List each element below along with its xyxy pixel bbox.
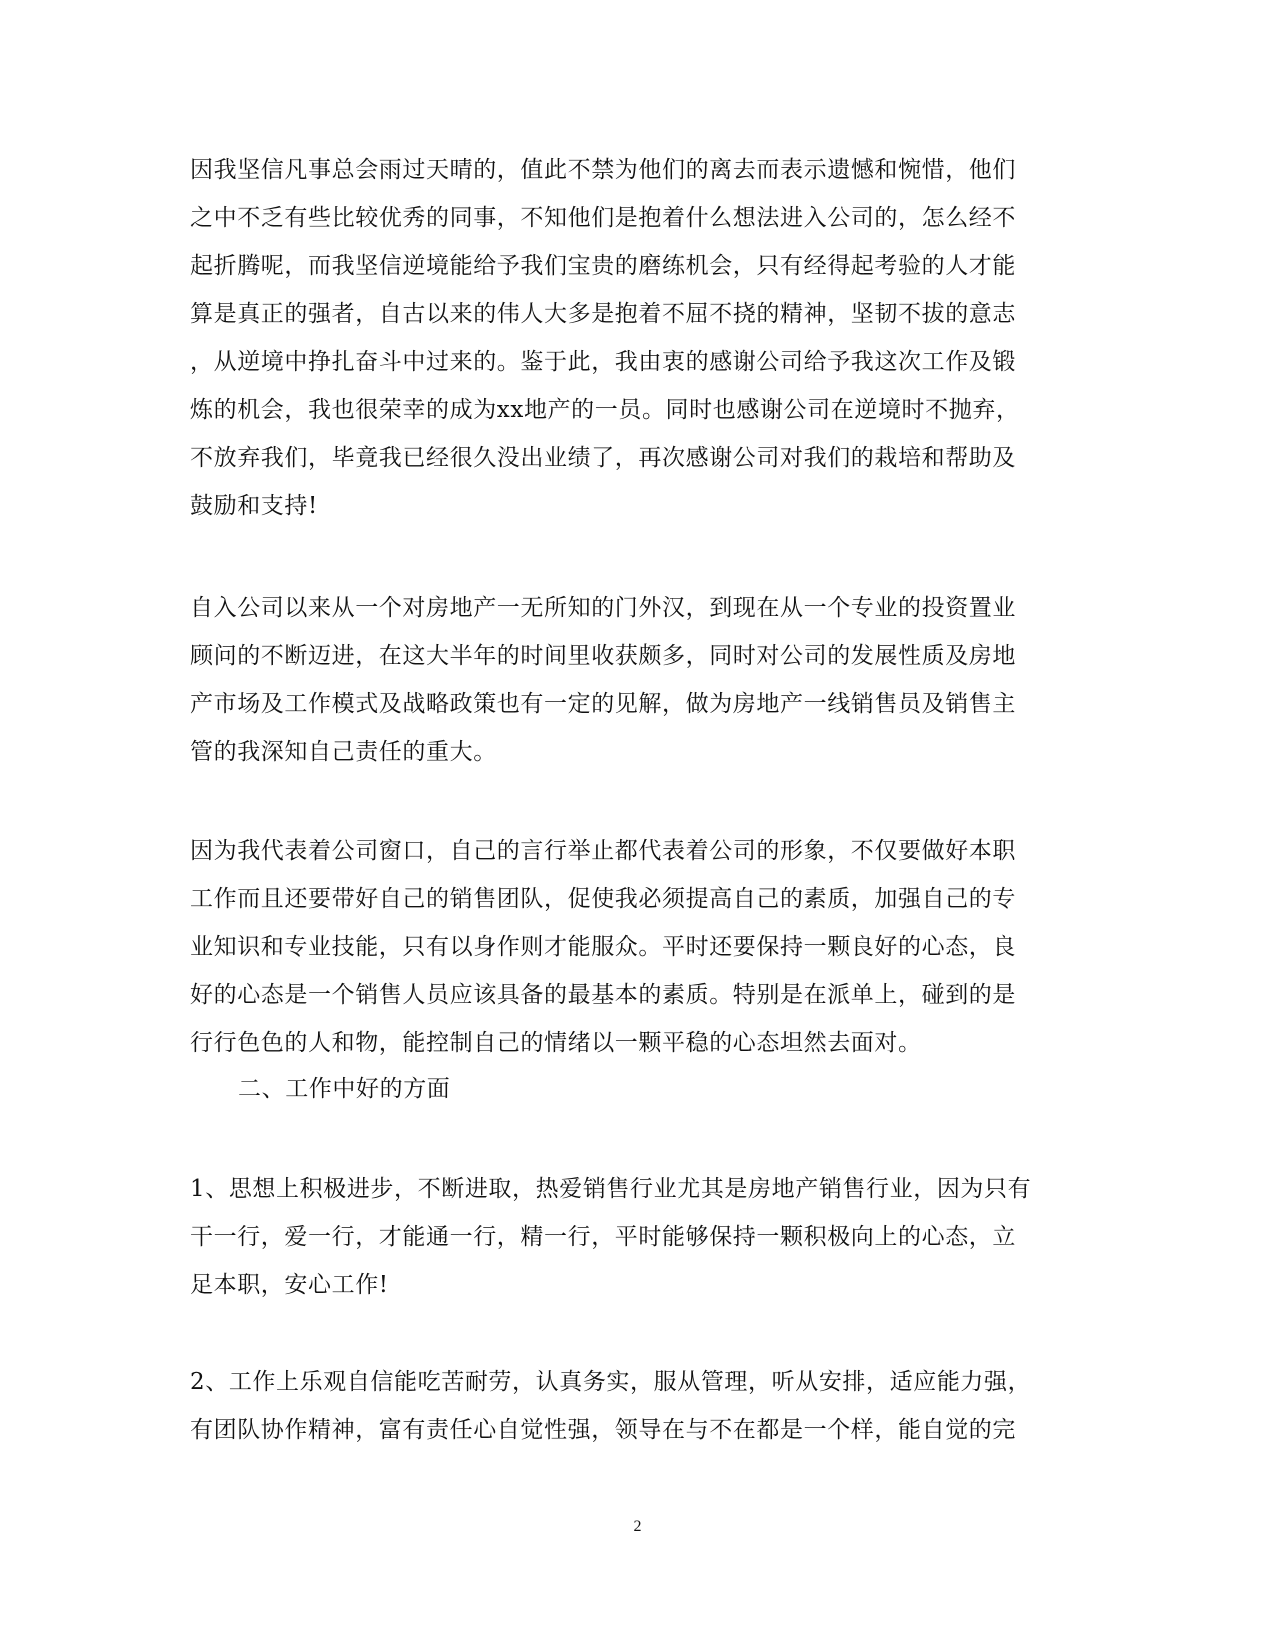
paragraph-line: 有团队协作精神，富有责任心自觉性强，领导在与不在都是一个样，能自觉的完 bbox=[190, 1417, 1016, 1443]
paragraph-line: 业知识和专业技能，只有以身作则才能服众。平时还要保持一颗良好的心态，良 bbox=[190, 934, 1016, 960]
paragraph-line: 产市场及工作模式及战略政策也有一定的见解，做为房地产一线销售员及销售主 bbox=[190, 691, 1016, 717]
paragraph-line: 干一行，爱一行，才能通一行，精一行，平时能够保持一颗积极向上的心态，立 bbox=[190, 1224, 1016, 1250]
paragraph-5 bbox=[190, 1358, 1080, 1454]
paragraph-line: 好的心态是一个销售人员应该具备的最基本的素质。特别是在派单上，碰到的是 bbox=[190, 982, 1016, 1008]
paragraph-line: 因我坚信凡事总会雨过天晴的，值此不禁为他们的离去而表示遗憾和惋惜，他们 bbox=[190, 157, 1016, 183]
paragraph-line: 顾问的不断迈进，在这大半年的时间里收获颇多，同时对公司的发展性质及房地 bbox=[190, 643, 1016, 669]
paragraph-line: 自入公司以来从一个对房地产一无所知的门外汉，到现在从一个专业的投资置业 bbox=[190, 595, 1016, 621]
paragraph-line: 起折腾呢，而我坚信逆境能给予我们宝贵的磨练机会，只有经得起考验的人才能 bbox=[190, 253, 1016, 279]
paragraph-line: 管的我深知自己责任的重大。 bbox=[190, 739, 497, 765]
section-heading: 二、工作中好的方面 bbox=[238, 1076, 451, 1102]
page-number: 2 bbox=[633, 1518, 642, 1535]
paragraph-4 bbox=[190, 1165, 1080, 1309]
paragraph-3 bbox=[190, 827, 1080, 1067]
paragraph-line: 工作而且还要带好自己的销售团队，促使我必须提高自己的素质，加强自己的专 bbox=[190, 886, 1016, 912]
paragraph-2 bbox=[190, 584, 1080, 776]
paragraph-line: 算是真正的强者，自古以来的伟人大多是抱着不屈不挠的精神，坚韧不拔的意志 bbox=[190, 301, 1016, 327]
paragraph-line: 之中不乏有些比较优秀的同事，不知他们是抱着什么想法进入公司的，怎么经不 bbox=[190, 205, 1016, 231]
paragraph-line: 足本职，安心工作! bbox=[190, 1272, 389, 1298]
paragraph-line: 行行色色的人和物，能控制自己的情绪以一颗平稳的心态坦然去面对。 bbox=[190, 1030, 922, 1056]
paragraph-line: 炼的机会，我也很荣幸的成为xx地产的一员。同时也感谢公司在逆境时不抛弃， bbox=[190, 397, 1020, 423]
paragraph-line: 1、思想上积极进步，不断进取，热爱销售行业尤其是房地产销售行业，因为只有 bbox=[190, 1176, 1032, 1202]
paragraph-line: 2、工作上乐观自信能吃苦耐劳，认真务实，服从管理，听从安排，适应能力强， bbox=[190, 1369, 1032, 1395]
paragraph-line: 不放弃我们，毕竟我已经很久没出业绩了，再次感谢公司对我们的栽培和帮助及 bbox=[190, 445, 1016, 471]
paragraph-1 bbox=[190, 146, 1080, 530]
paragraph-line: 因为我代表着公司窗口，自己的言行举止都代表着公司的形象，不仅要做好本职 bbox=[190, 838, 1016, 864]
paragraph-line: ，从逆境中挣扎奋斗中过来的。鉴于此，我由衷的感谢公司给予我这次工作及锻 bbox=[190, 349, 1016, 375]
paragraph-line: 鼓励和支持! bbox=[190, 493, 318, 519]
